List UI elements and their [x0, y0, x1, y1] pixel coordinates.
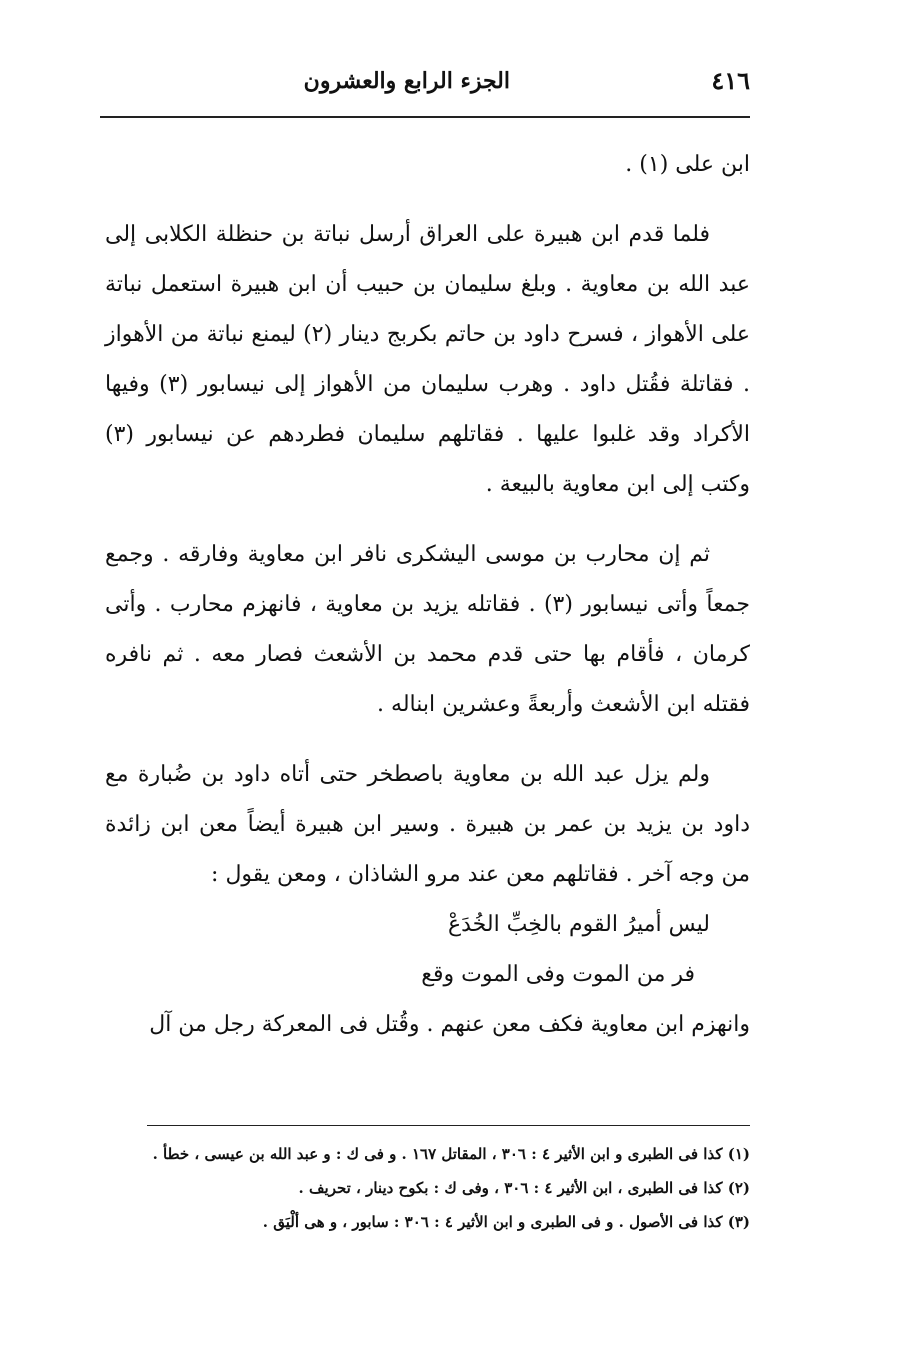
footnote-rule: [147, 1125, 750, 1126]
paragraph-opening: ابن على (١) .: [625, 152, 750, 177]
verse-line-2: فر من الموت وفى الموت وقع: [421, 962, 695, 987]
page-header: [100, 60, 750, 100]
footnote-3: (٣) كذا فى الأصول . و فى الطبرى و ابن الأثير ٤ : ٣٠٦ : سابور ، و هى ألْيَق .: [262, 1213, 750, 1231]
paragraph-muharib: ثم إن محارب بن موسى اليشكرى نافر ابن معاوية وفارقه . وجمع جمعاً وأتى نيسابور (٣) . فقاتله يزيد بن معاوية ، فانهزم محارب . وأتى كرمان ، فأقام بها حتى قدم محمد بن الأشعث فصار معه . ثم نافره فقتله ابن الأشعث وأربعةً وعشرين ابناله .: [105, 542, 750, 717]
footnotes: [105, 1140, 750, 1242]
footnote-1: (١) كذا فى الطبرى و ابن الأثير ٤ : ٣٠٦ ، المقاتل ١٦٧ . و فى ك : و عبد الله بن عيسى ، خطأ .: [152, 1145, 750, 1163]
body-text: [105, 140, 750, 1050]
footnote-2: (٢) كذا فى الطبرى ، ابن الأثير ٤ : ٣٠٦ ، وفى ك : بكوح دينار ، تحريف .: [298, 1179, 750, 1197]
running-head: الجزء الرابع والعشرون: [303, 68, 510, 94]
paragraph-ibn-hubayra: فلما قدم ابن هبيرة على العراق أرسل نباتة بن حنظلة الكلابى إلى عبد الله بن معاوية . وبلغ سليمان بن حبيب أن ابن هبيرة استعمل نباتة على الأهواز ، فسرح داود بن حاتم بكربج دينار (٢) ليمنع نباتة من الأهواز . فقاتلة فقُتل داود . وهرب سليمان من الأهواز إلى نيسابور (٣) وفيها الأكراد وقد غلبوا عليها . فقاتلهم سليمان فطردهم عن نيسابور (٣) وكتب إلى ابن معاوية بالبيعة .: [105, 222, 750, 497]
paragraph-istakhr: ولم يزل عبد الله بن معاوية باصطخر حتى أتاه داود بن ضُبارة مع داود بن يزيد بن عمر بن هبيرة . وسير ابن هبيرة أيضاً معن ابن زائدة من وجه آخر . فقاتلهم معن عند مرو الشاذان ، ومعن يقول :: [105, 762, 750, 887]
verse-line-1: ليس أميرُ القوم بالخِبِّ الخُدَعْ: [448, 912, 710, 937]
page-number: ٤١٦: [711, 66, 750, 95]
paragraph-closing: وانهزم ابن معاوية فكف معن عنهم . وقُتل فى المعركة رجل من آل: [149, 1012, 750, 1037]
header-rule: [100, 116, 750, 118]
